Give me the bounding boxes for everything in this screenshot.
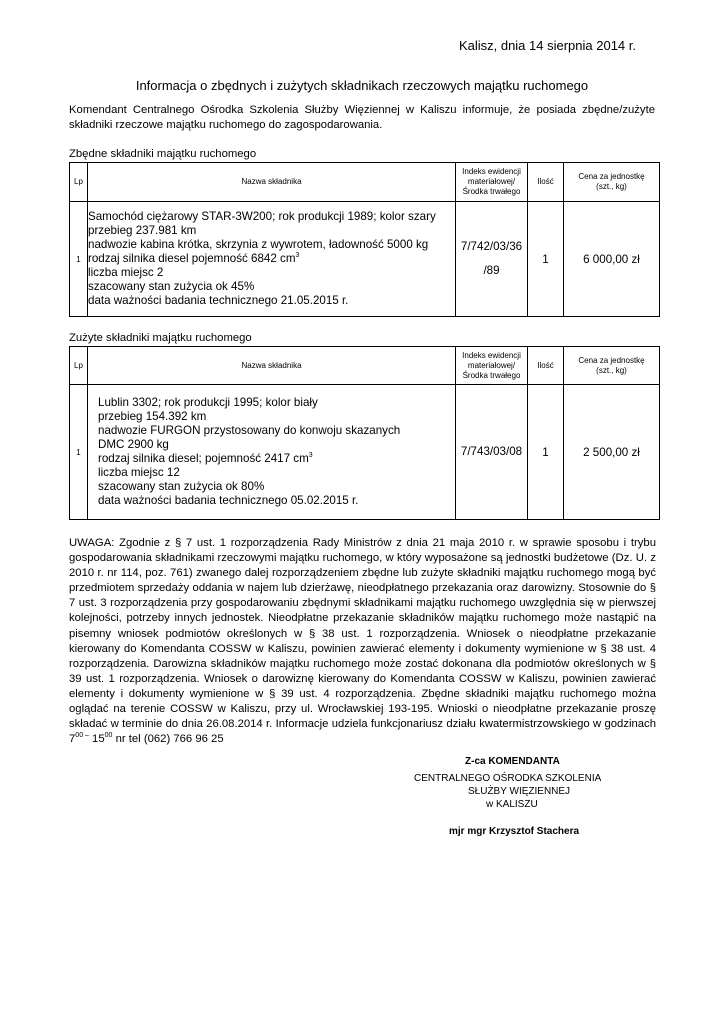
item-description-line: DMC 2900 kg bbox=[98, 438, 169, 451]
signature-role: Z-ca KOMENDANTA bbox=[465, 756, 560, 767]
item-description-line: nadwozie kabina krótka, skrzynia z wywrotem, ładowność 5000 kg bbox=[88, 238, 429, 251]
table-row bbox=[70, 385, 660, 520]
signature-institution-line2: SŁUŻBY WIĘZIENNEJ bbox=[468, 786, 571, 797]
item-description-line: szacowany stan zużycia ok 45% bbox=[88, 280, 255, 293]
surplus-items-table bbox=[69, 162, 660, 317]
col-header-index-line3: Środka trwałego bbox=[462, 187, 521, 196]
item-description-line: Lublin 3302; rok produkcji 1995; kolor biały bbox=[98, 396, 318, 409]
item-description-line: przebieg 154.392 km bbox=[98, 410, 207, 423]
col-header-index-line2: materiałowej/ bbox=[467, 360, 516, 370]
unit-superscript: 3 bbox=[308, 452, 313, 460]
index-part-b: /89 bbox=[483, 264, 500, 277]
document-date: Kalisz, dnia 14 sierpnia 2014 r. bbox=[458, 38, 636, 53]
col-header-lp: Lp bbox=[70, 347, 88, 385]
item-description-line bbox=[88, 252, 455, 266]
col-header-index-line3: Środka trwałego bbox=[462, 370, 521, 380]
col-header-index bbox=[456, 163, 528, 202]
item-description-line: liczba miejsc 12 bbox=[98, 466, 180, 479]
item-description-line: przebieg 237.981 km bbox=[88, 224, 197, 237]
section-label-surplus: Zbędne składniki majątku ruchomego bbox=[69, 148, 257, 160]
cell-qty: 1 bbox=[528, 202, 564, 317]
cell-qty: 1 bbox=[528, 385, 564, 520]
col-header-qty: Ilość bbox=[528, 347, 564, 385]
item-description-line: szacowany stan zużycia ok 80% bbox=[98, 480, 265, 493]
item-description-line: Samochód ciężarowy STAR-3W200; rok produkcji 1989; kolor szary bbox=[88, 210, 436, 223]
cell-index bbox=[456, 202, 528, 317]
table-header-row bbox=[70, 347, 660, 385]
col-header-index bbox=[456, 347, 528, 385]
signature-institution-line3: w KALISZU bbox=[486, 799, 538, 810]
cell-lp: 1 bbox=[70, 202, 88, 317]
document-title: Informacja o zbędnych i zużytych składnikach rzeczowych majątku ruchomego bbox=[135, 78, 589, 93]
col-header-name: Nazwa składnika bbox=[88, 163, 456, 202]
cell-price: 6 000,00 zł bbox=[564, 202, 660, 317]
table-row bbox=[70, 202, 660, 317]
signature-name: mjr mgr Krzysztof Stachera bbox=[449, 826, 580, 837]
engine-capacity-text: rodzaj silnika diesel pojemność 6842 cm bbox=[88, 252, 296, 265]
cell-index: 7/743/03/08 bbox=[456, 385, 528, 520]
signature-institution-line1: CENTRALNEGO OŚRODKA SZKOLENIA bbox=[414, 773, 602, 784]
cell-price: 2 500,00 zł bbox=[564, 385, 660, 520]
col-header-price-line2: (szt., kg) bbox=[596, 365, 627, 375]
col-header-price-line1: Cena za jednostkę bbox=[578, 355, 645, 365]
hours-start-superscript: 00 – bbox=[75, 732, 89, 740]
col-header-index-line1: Indeks ewidencji bbox=[462, 350, 521, 360]
item-description-line: data ważności badania technicznego 21.05.2015 r. bbox=[88, 294, 349, 307]
cell-name bbox=[88, 385, 456, 520]
notice-phone: nr tel (062) 766 96 25 bbox=[112, 733, 224, 746]
item-description-line: data ważności badania technicznego 05.02.2015 r. bbox=[98, 494, 359, 507]
col-header-price bbox=[564, 347, 660, 385]
engine-capacity-text: rodzaj silnika diesel; pojemność 2417 cm bbox=[98, 452, 309, 465]
unit-superscript: 3 bbox=[295, 252, 300, 260]
col-header-name: Nazwa składnika bbox=[88, 347, 456, 385]
col-header-price-line1: Cena za jednostkę bbox=[578, 172, 645, 181]
item-description-line: liczba miejsc 2 bbox=[88, 266, 164, 279]
table-header-row bbox=[70, 163, 660, 202]
hours-end: 15 bbox=[88, 733, 105, 746]
notice-text: UWAGA: Zgodnie z § 7 ust. 1 rozporządzenia Rady Ministrów z dnia 21 maja 2010 r. w sprawie sposobu i trybu gospodarowania składnikami rzeczowymi majątku ruchomego, w który wyposażone są jednostki budżetowe (Dz. U. z 2010 r. nr 114, poz. 761) zwanego dalej rozporządzeniem zbędne lub zużyte składniki majątku ruchomego mogą być przedmiotem sprzedaży oddania w najem lub dzierżawę, nieodpłatnego przekazania oraz darowizny. Stosownie do § 7 ust. 3 rozporządzenia przy gospodarowaniu zbędnymi składnikami majątku ruchomego uwzględnia się w pierwszej kolejności, potrzeby innych jednostek. Nieodpłatne przekazanie składników majątku ruchomego może nastąpić na pisemny wniosek podmiotów określonych w § 38 ust. 1 rozporządzenia. Wniosek o nieodpłatne przekazanie kierowany do Komendanta COSSW w Kaliszu, powinien zawierać elementy i dokumenty wymienione w § 38 ust. 4 rozporządzenia. Darowizna składników majątku ruchomego może zostać dokonana dla podmiotów określonych w § 39 ust. 1 rozporządzenia. Wniosek o darowiznę kierowany do Komendanta COSSW w Kaliszu, powinien zawierać elementy i dokumenty wymienione w § 39 ust. 4 rozporządzenia. Zbędne składniki majątku ruchomego można oglądać na terenie COSSW w Kaliszu, przy ul. Wrocławskiej 193-195. Wnioski o nieodpłatne przekazanie proszę składać w terminie do dnia 26.08.2014 r. Informacje udziela funkcjonariusz działu kwatermistrzowskiego w godzinach 7 bbox=[69, 537, 656, 746]
worn-items-table bbox=[69, 346, 660, 520]
index-part-a: 7/742/03/36 bbox=[460, 240, 523, 253]
col-header-qty: Ilość bbox=[528, 163, 564, 202]
cell-name bbox=[88, 202, 456, 317]
section-label-worn: Zużyte składniki majątku ruchomego bbox=[69, 332, 252, 344]
item-description-line bbox=[98, 452, 455, 466]
intro-paragraph: Komendant Centralnego Ośrodka Szkolenia Służby Więziennej w Kaliszu informuje, że posiada zbędne/zużyte składniki rzeczowe majątku ruchomego do zagospodarowania. bbox=[69, 104, 655, 131]
item-description-line: nadwozie FURGON przystosowany do konwoju skazanych bbox=[98, 424, 401, 437]
col-header-index-line2: materiałowej/ bbox=[467, 177, 516, 186]
col-header-price-line2: (szt., kg) bbox=[596, 182, 627, 191]
cell-lp: 1 bbox=[70, 385, 88, 520]
col-header-lp: Lp bbox=[70, 163, 88, 202]
hours-end-superscript: 00 bbox=[104, 732, 113, 740]
col-header-index-line1: Indeks ewidencji bbox=[462, 167, 521, 176]
notice-paragraph bbox=[69, 536, 656, 747]
col-header-price bbox=[564, 163, 660, 202]
